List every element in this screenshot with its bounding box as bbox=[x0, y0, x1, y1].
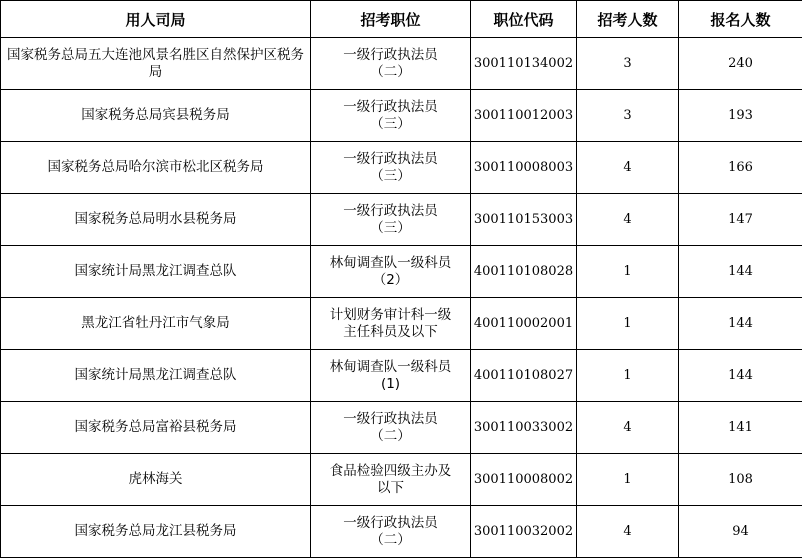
position-line: 食品检验四级主办及 bbox=[313, 463, 468, 480]
cell-dept: 国家税务总局龙江县税务局 bbox=[1, 506, 311, 558]
cell-position bbox=[311, 402, 471, 454]
cell-dept: 国家税务总局明水县税务局 bbox=[1, 194, 311, 246]
cell-quota: 3 bbox=[577, 90, 679, 142]
cell-code: 400110002001 bbox=[471, 298, 577, 350]
position-line: 计划财务审计科一级 bbox=[313, 307, 468, 324]
cell-quota: 1 bbox=[577, 350, 679, 402]
table-row bbox=[1, 402, 802, 454]
cell-code: 300110134002 bbox=[471, 38, 577, 90]
position-line: 一级行政执法员 bbox=[313, 203, 468, 220]
cell-dept: 虎林海关 bbox=[1, 454, 311, 506]
header-row bbox=[1, 1, 802, 38]
cell-applicants: 166 bbox=[679, 142, 802, 194]
cell-applicants: 144 bbox=[679, 298, 802, 350]
header-code: 职位代码 bbox=[471, 1, 577, 38]
cell-applicants: 144 bbox=[679, 350, 802, 402]
cell-applicants: 108 bbox=[679, 454, 802, 506]
cell-position bbox=[311, 90, 471, 142]
cell-dept: 黑龙江省牡丹江市气象局 bbox=[1, 298, 311, 350]
header-applicants: 报名人数 bbox=[679, 1, 802, 38]
position-line: 林甸调查队一级科员 bbox=[313, 255, 468, 272]
cell-code: 400110108028 bbox=[471, 246, 577, 298]
position-line: （二） bbox=[313, 64, 468, 81]
cell-position bbox=[311, 38, 471, 90]
cell-code: 300110008002 bbox=[471, 454, 577, 506]
cell-code: 300110153003 bbox=[471, 194, 577, 246]
cell-quota: 4 bbox=[577, 402, 679, 454]
cell-dept: 国家税务总局宾县税务局 bbox=[1, 90, 311, 142]
table-row bbox=[1, 506, 802, 558]
cell-dept: 国家税务总局五大连池风景名胜区自然保护区税务局 bbox=[1, 38, 311, 90]
cell-quota: 4 bbox=[577, 142, 679, 194]
position-line: 一级行政执法员 bbox=[313, 151, 468, 168]
cell-dept: 国家税务总局富裕县税务局 bbox=[1, 402, 311, 454]
position-line: 一级行政执法员 bbox=[313, 411, 468, 428]
cell-quota: 1 bbox=[577, 298, 679, 350]
cell-quota: 3 bbox=[577, 38, 679, 90]
position-line: 一级行政执法员 bbox=[313, 99, 468, 116]
cell-quota: 1 bbox=[577, 454, 679, 506]
cell-position bbox=[311, 298, 471, 350]
table-row bbox=[1, 38, 802, 90]
table-row bbox=[1, 298, 802, 350]
cell-applicants: 144 bbox=[679, 246, 802, 298]
header-position: 招考职位 bbox=[311, 1, 471, 38]
cell-code: 300110008003 bbox=[471, 142, 577, 194]
position-line: （二） bbox=[313, 428, 468, 445]
cell-code: 400110108027 bbox=[471, 350, 577, 402]
position-line: （2） bbox=[313, 272, 468, 289]
position-line: （三） bbox=[313, 116, 468, 133]
position-line: 一级行政执法员 bbox=[313, 47, 468, 64]
cell-code: 300110033002 bbox=[471, 402, 577, 454]
cell-applicants: 147 bbox=[679, 194, 802, 246]
cell-dept: 国家统计局黑龙江调查总队 bbox=[1, 246, 311, 298]
position-line: （三） bbox=[313, 220, 468, 237]
position-line: 以下 bbox=[313, 480, 468, 497]
position-line: 林甸调查队一级科员 bbox=[313, 359, 468, 376]
cell-position bbox=[311, 246, 471, 298]
cell-code: 300110012003 bbox=[471, 90, 577, 142]
table-row bbox=[1, 90, 802, 142]
cell-position bbox=[311, 194, 471, 246]
cell-quota: 1 bbox=[577, 246, 679, 298]
cell-position bbox=[311, 454, 471, 506]
cell-quota: 4 bbox=[577, 194, 679, 246]
header-quota: 招考人数 bbox=[577, 1, 679, 38]
cell-code: 300110032002 bbox=[471, 506, 577, 558]
cell-applicants: 141 bbox=[679, 402, 802, 454]
cell-position bbox=[311, 506, 471, 558]
cell-position bbox=[311, 142, 471, 194]
cell-quota: 4 bbox=[577, 506, 679, 558]
cell-position bbox=[311, 350, 471, 402]
table-row bbox=[1, 142, 802, 194]
position-line: （二） bbox=[313, 532, 468, 549]
cell-applicants: 193 bbox=[679, 90, 802, 142]
table-row bbox=[1, 194, 802, 246]
position-line: （三） bbox=[313, 168, 468, 185]
cell-applicants: 94 bbox=[679, 506, 802, 558]
header-dept: 用人司局 bbox=[1, 1, 311, 38]
table-row bbox=[1, 454, 802, 506]
cell-dept: 国家统计局黑龙江调查总队 bbox=[1, 350, 311, 402]
table-row bbox=[1, 246, 802, 298]
position-line: 主任科员及以下 bbox=[313, 324, 468, 341]
table-row bbox=[1, 350, 802, 402]
cell-dept: 国家税务总局哈尔滨市松北区税务局 bbox=[1, 142, 311, 194]
position-line: 一级行政执法员 bbox=[313, 515, 468, 532]
position-line: (1) bbox=[313, 376, 468, 393]
cell-applicants: 240 bbox=[679, 38, 802, 90]
